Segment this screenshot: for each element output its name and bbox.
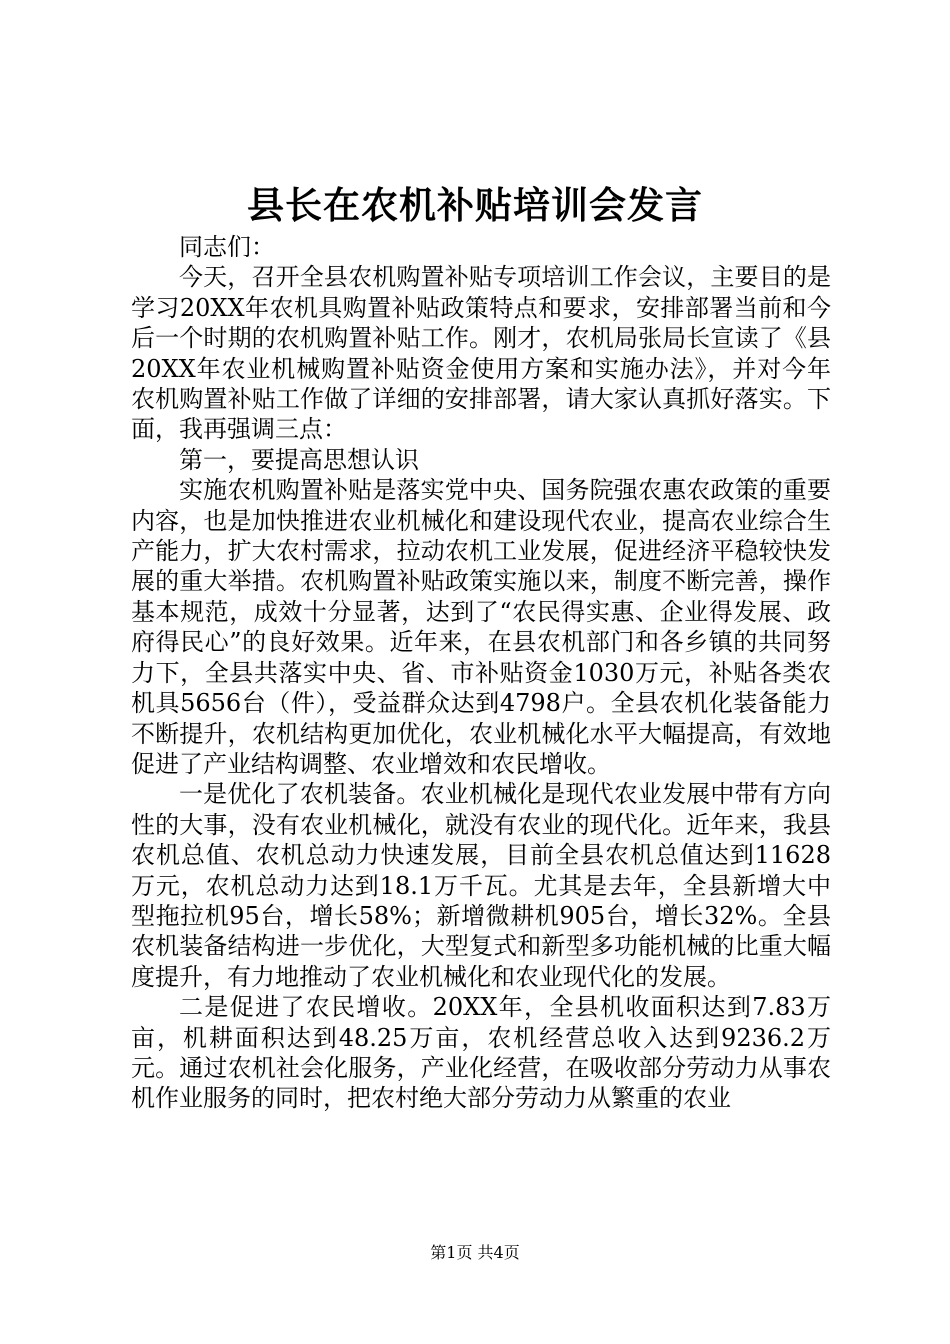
salutation: 同志们： [179,233,275,261]
page-footer: 第1页 共4页 [430,1243,520,1262]
paragraph-equipment: 一是优化了农机装备。农业机械化是现代农业发展中带有方向性的大事，没有农业机械化，就没有农业的现代化。近年来，我县农机总值、农机总动力快速发展，目前全县农机总值达到11628万元，农机总动力达到18.1万千瓦。尤其是去年，全县新增大中型拖拉机95台，增长58%；新增微耕机905台，增长32%。全县农机装备结构进一步优化，大型复式和新型多功能机械的比重大幅度提升，有力地推动了农业机械化和农业现代化的发展。 [131,780,831,991]
document-title: 县长在农机补贴培训会发言 [247,184,703,227]
paragraph-intro: 今天，召开全县农机购置补贴专项培训工作会议，主要目的是学习20XX年农机具购置补贴政策特点和要求，安排部署当前和今后一个时期的农机购置补贴工作。刚才，农机局张局长宣读了《县20XX年农业机械购置补贴资金使用方案和实施办法》，并对今年农机购置补贴工作做了详细的安排部署，请大家认真抓好落实。下面，我再强调三点： [131,263,831,444]
paragraph-income: 二是促进了农民增收。20XX年，全县机收面积达到7.83万亩，机耕面积达到48.25万亩，农机经营总收入达到9236.2万元。通过农机社会化服务，产业化经营，在吸收部分劳动力从事农机作业服务的同时，把农村绝大部分劳动力从繁重的农业 [131,993,831,1113]
paragraph-significance: 实施农机购置补贴是落实党中央、国务院强农惠农政策的重要内容，也是加快推进农业机械化和建设现代农业，提高农业综合生产能力，扩大农村需求，拉动农机工业发展，促进经济平稳较快发展的重大举措。农机购置补贴政策实施以来，制度不断完善，操作基本规范，成效十分显著，达到了“农民得实惠、企业得发展、政府得民心”的良好效果。近年来，在县农机部门和各乡镇的共同努力下，全县共落实中央、省、市补贴资金1030万元，补贴各类农机具5656台（件），受益群众达到4798户。全县农机化装备能力不断提升，农机结构更加优化，农业机械化水平大幅提高，有效地促进了产业结构调整、农业增效和农民增收。 [131,476,831,778]
section-heading-first: 第一，要提高思想认识 [179,445,419,474]
document-body [131,232,831,1114]
